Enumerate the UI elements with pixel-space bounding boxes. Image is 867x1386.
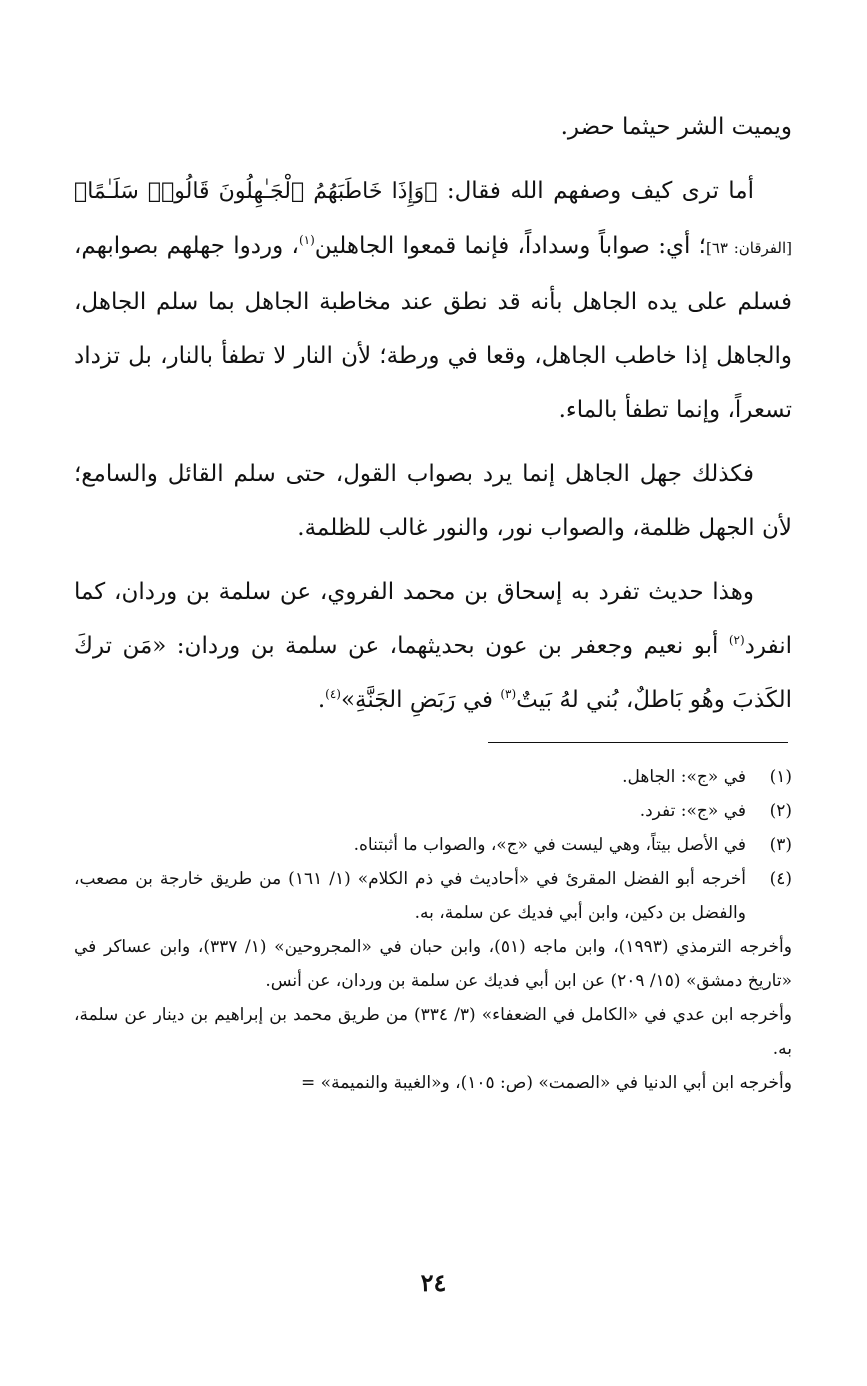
footnote-number: (٣)	[769, 835, 792, 855]
paragraph-4-end: .	[317, 687, 326, 713]
footnote-1	[74, 760, 792, 794]
footnote-ref-3: (٣)	[500, 687, 517, 701]
paragraph-4	[74, 565, 792, 727]
footnote-ref-4: (٤)	[325, 687, 341, 701]
paragraph-2-intro: أما ترى كيف وصفهم الله فقال:	[437, 178, 755, 204]
main-text	[74, 100, 792, 727]
footnote-text: في «ج»: تفرد.	[639, 801, 746, 821]
footnote-text: في «ج»: الجاهل.	[622, 767, 746, 787]
footnote-text: أخرجه أبو الفضل المقرئ في «أحاديث في ذم الكلام» (١/ ١٦١) من طريق خارجة بن مصعب، والفضل بن دكين، وابن أبي فديك عن سلمة، به.	[74, 869, 746, 923]
footnotes	[74, 760, 792, 1100]
paragraph-2	[74, 164, 792, 437]
paragraph-1-text: ويميت الشر حيثما حضر.	[560, 114, 792, 140]
paragraph-3-text: فكذلك جهل الجاهل إنما يرد بصواب القول، حتى سلم القائل والسامع؛ لأن الجهل ظلمة، والصواب نور، والنور غالب للظلمة.	[74, 461, 792, 541]
quran-verse: ﴿وَإِذَا خَاطَبَهُمُ ٱلْجَـٰهِلُونَ قَالُوا۟ سَلَـٰمًا﴾	[74, 179, 438, 204]
footnote-4-continuation-3: وأخرجه ابن أبي الدنيا في «الصمت» (ص: ١٠٥)، و«الغيبة والنميمة» =	[301, 1073, 792, 1093]
paragraph-4-part-a: وهذا حديث تفرد به إسحاق بن محمد الفروي، عن سلمة بن وردان، كما انفرد	[74, 579, 792, 659]
footnote-ref-1: (١)	[298, 233, 315, 247]
footnote-3	[74, 828, 792, 862]
page-number: ٢٤	[420, 1268, 447, 1297]
footnote-4	[74, 862, 792, 930]
footnote-4-continuation-2: وأخرجه ابن عدي في «الكامل في الضعفاء» (٣/ ٣٣٤) من طريق محمد بن إبراهيم بن دينار عن سلمة، به.	[74, 1005, 792, 1059]
paragraph-4-part-b: أبو نعيم وجعفر بن عون بحديثهما، عن سلمة بن وردان: «مَن تركَ الكَذبَ وهُو بَاطلٌ، بُني لهُ بَيتٌ	[74, 633, 792, 713]
paragraph-2-rest: ، وردوا جهلهم بصوابهم، فسلم على يده الجاهل بأنه قد نطق عند مخاطبة الجاهل بما سلم الجاهل، والجاهل إذا خاطب الجاهل، وقعا في ورطة؛ لأن النار لا تطفأ بالنار، بل تزداد تسعراً، وإنما تطفأ بالماء.	[74, 233, 792, 423]
paragraph-2-mid: ؛ أي: صواباً وسداداً، فإنما قمعوا الجاهلين	[314, 233, 706, 259]
footnote-number: (٤)	[769, 869, 792, 889]
footnote-divider	[488, 742, 788, 743]
footnote-number: (١)	[769, 767, 792, 787]
footnote-text: في الأصل بيتاً، وهي ليست في «ج»، والصواب ما أثبتناه.	[353, 835, 746, 855]
footnote-4-continuation-1: وأخرجه الترمذي (١٩٩٣)، وابن ماجه (٥١)، وابن حبان في «المجروحين» (١/ ٣٣٧)، وابن عساكر في «تاريخ دمشق» (١٥/ ٢٠٩) عن ابن أبي فديك عن سلمة بن وردان، عن أنس.	[74, 937, 792, 991]
footnote-number: (٢)	[769, 801, 792, 821]
verse-reference: [الفرقان: ٦٣]	[705, 239, 792, 257]
paragraph-4-part-c: في رَبَضِ الجَنَّةِ»	[340, 687, 501, 713]
footnote-ref-2: (٢)	[728, 633, 745, 647]
paragraph-1	[74, 100, 792, 154]
paragraph-3	[74, 447, 792, 555]
footnote-2	[74, 794, 792, 828]
